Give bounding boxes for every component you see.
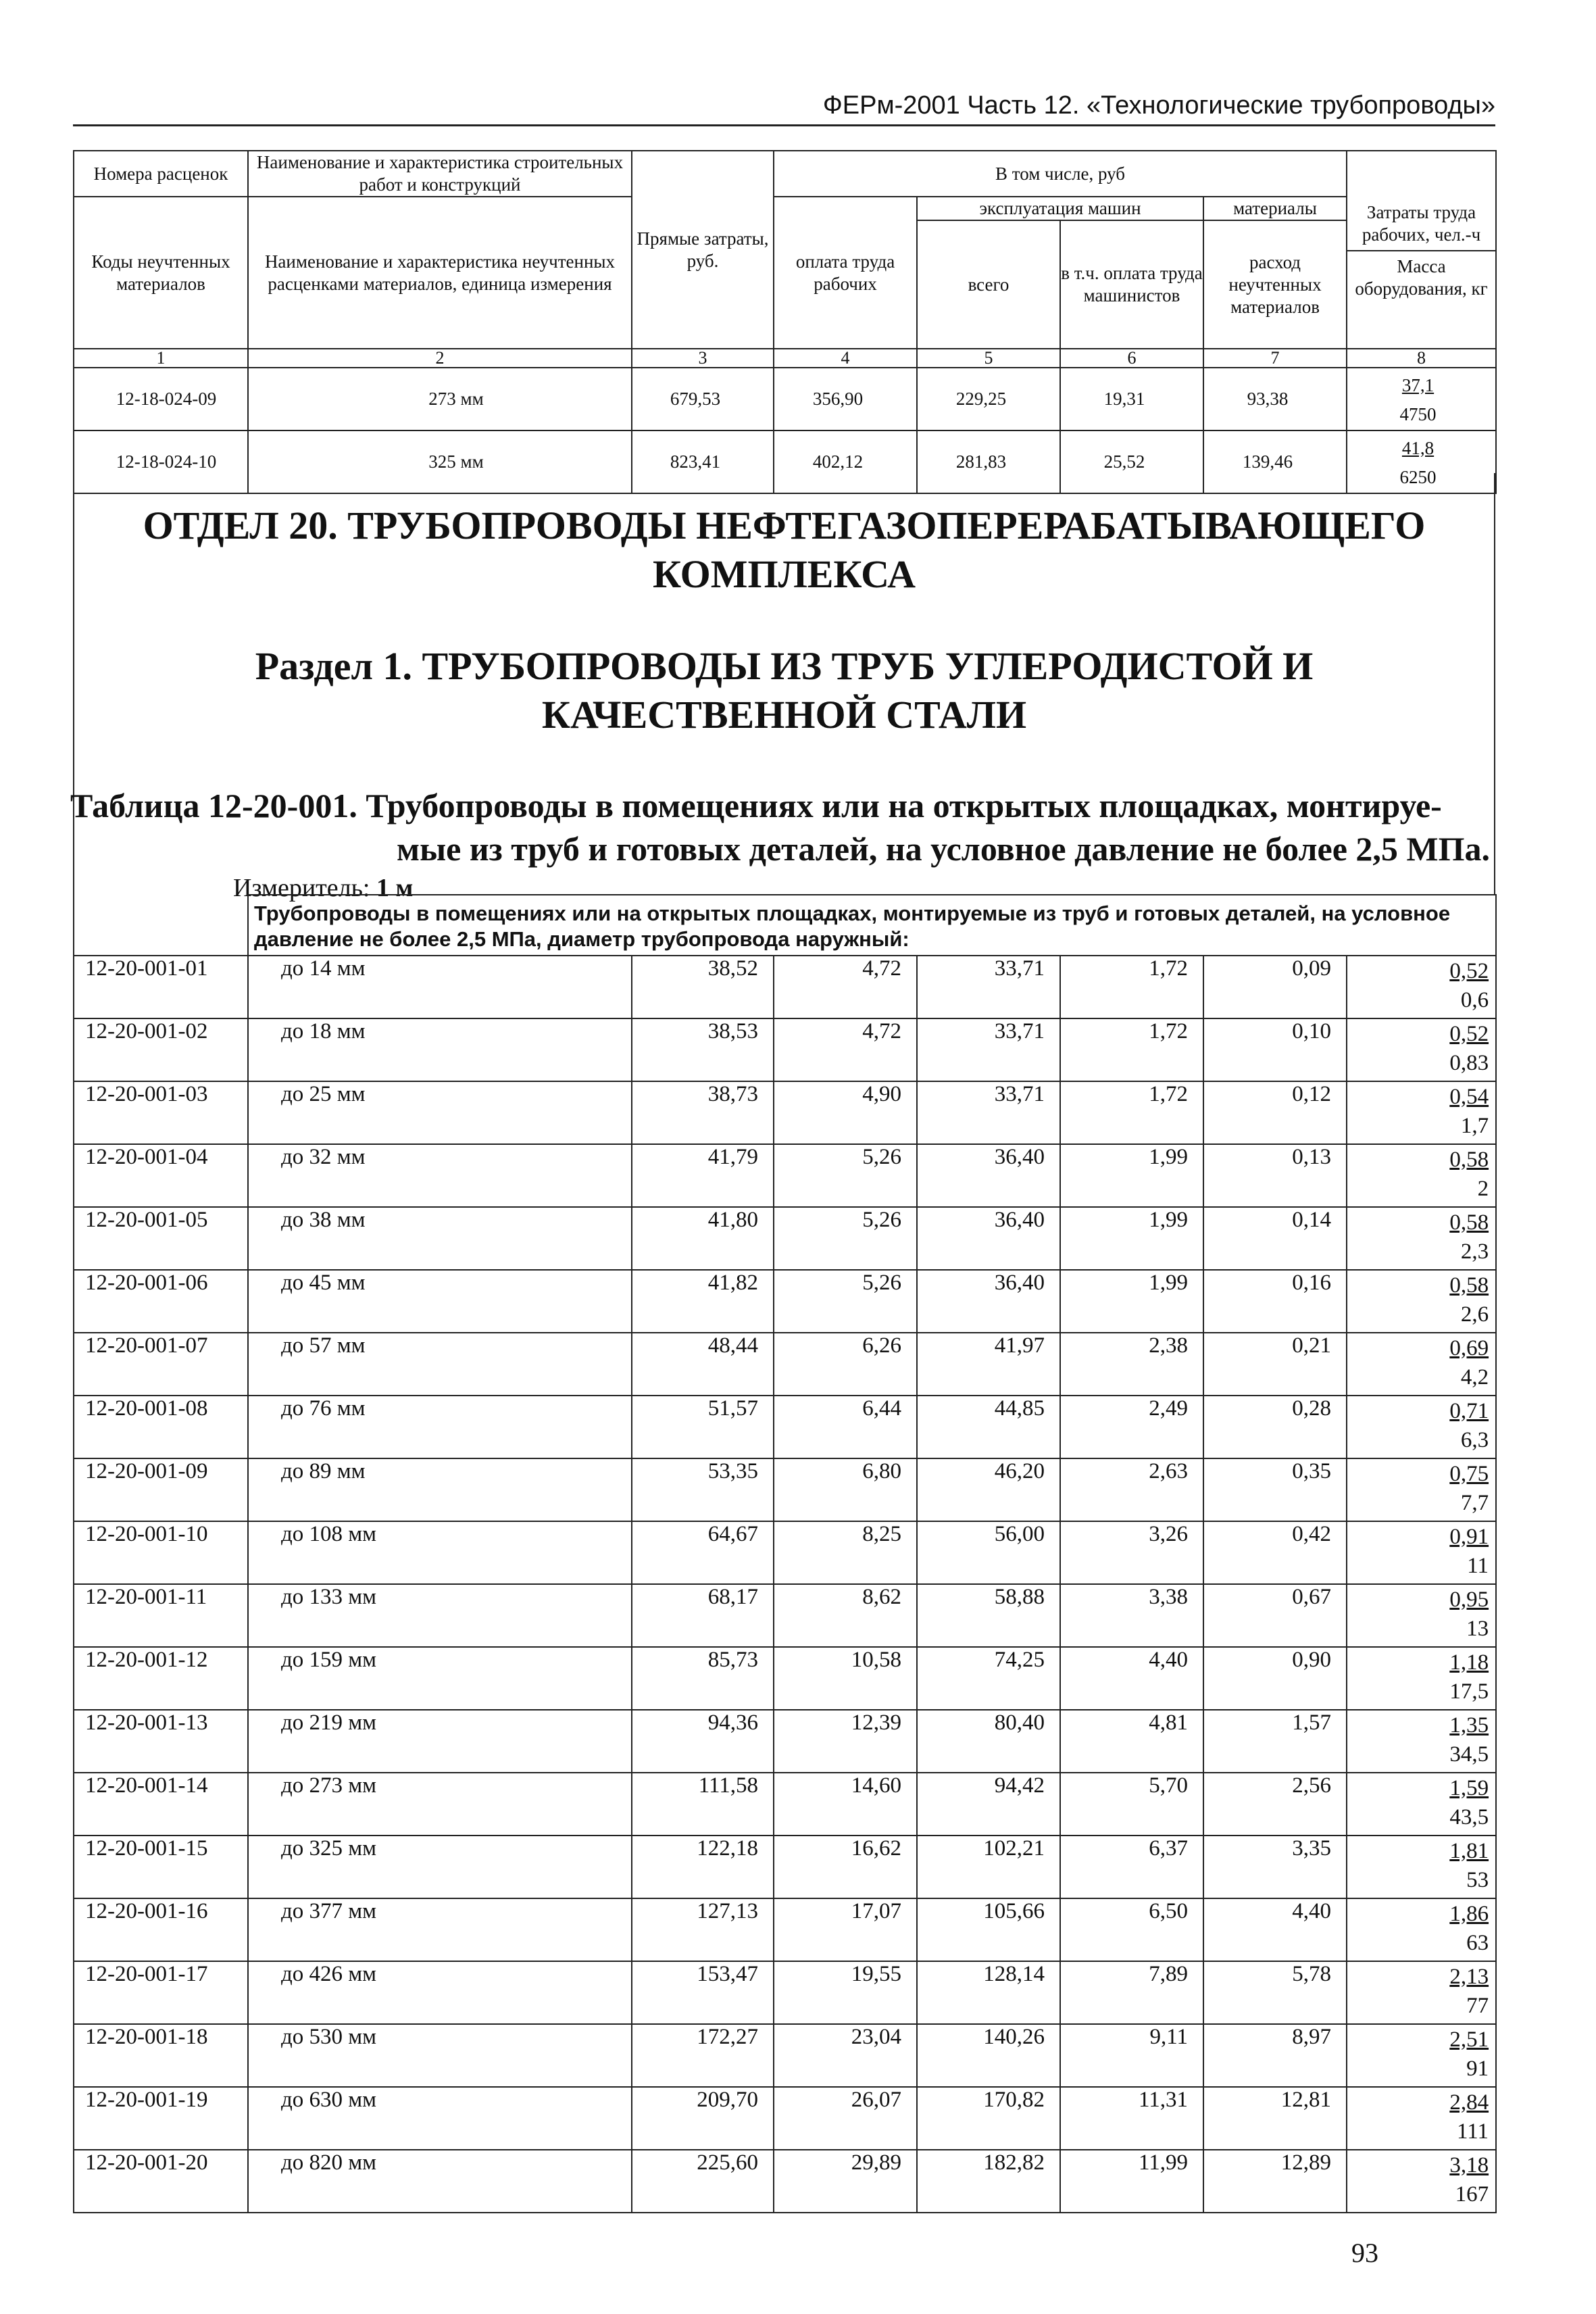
labor-cost: 0,58 — [1449, 1273, 1489, 1298]
col-num-4: 4 — [774, 349, 917, 368]
labor-cost: 1,59 — [1449, 1776, 1489, 1800]
labor-mass-cell — [1347, 1333, 1496, 1396]
table-row — [74, 1773, 1496, 1836]
machinist-wage: 4,81 — [1060, 1710, 1203, 1773]
equipment-mass: 1,7 — [1460, 1114, 1489, 1138]
rate-name: 273 мм — [248, 368, 632, 430]
direct-cost: 38,53 — [632, 1018, 774, 1081]
equipment-mass: 2 — [1477, 1177, 1489, 1201]
direct-cost: 679,53 — [632, 368, 774, 430]
equipment-mass: 2,3 — [1460, 1239, 1489, 1264]
labor-mass-cell — [1347, 1773, 1496, 1836]
section-title: ОТДЕЛ 20. ТРУБОПРОВОДЫ НЕФТЕГАЗОПЕРЕРАБАТЫВАЮЩЕГО КОМПЛЕКСА — [143, 503, 1426, 596]
machinist-wage: 19,31 — [1060, 368, 1203, 430]
machines-total: 94,42 — [917, 1773, 1060, 1836]
rate-code: 12-20-001-05 — [74, 1207, 248, 1270]
machinist-wage: 25,52 — [1060, 430, 1203, 493]
rate-code: 12-20-001-08 — [74, 1396, 248, 1458]
labor-cost: 0,71 — [1449, 1399, 1489, 1423]
labor-cost: 0,58 — [1449, 1148, 1489, 1172]
table-row — [74, 1396, 1496, 1458]
rate-code: 12-20-001-16 — [74, 1898, 248, 1961]
labor-mass-cell — [1347, 956, 1496, 1018]
machinist-wage: 3,26 — [1060, 1521, 1203, 1584]
labor-mass-cell — [1347, 1081, 1496, 1144]
equipment-mass: 63 — [1466, 1931, 1489, 1955]
table-header — [73, 150, 1497, 494]
machines-total: 36,40 — [917, 1270, 1060, 1333]
materials-cost: 139,46 — [1203, 430, 1347, 493]
col-materials-consumption-header: расход неучтенных материалов — [1203, 220, 1347, 349]
machines-total: 36,40 — [917, 1207, 1060, 1270]
worker-wage: 16,62 — [774, 1836, 917, 1898]
worker-wage: 356,90 — [774, 368, 917, 430]
rate-code: 12-20-001-07 — [74, 1333, 248, 1396]
rate-code: 12-20-001-20 — [74, 2150, 248, 2213]
rate-name: 325 мм — [248, 430, 632, 493]
worker-wage: 4,90 — [774, 1081, 917, 1144]
rate-code: 12-20-001-19 — [74, 2087, 248, 2150]
worker-wage: 5,26 — [774, 1207, 917, 1270]
labor-cost: 0,91 — [1449, 1525, 1489, 1549]
equipment-mass: 77 — [1466, 1994, 1489, 2018]
rate-name: до 108 мм — [248, 1521, 632, 1584]
col-num-5: 5 — [917, 349, 1060, 368]
col-wage-header: оплата труда рабочих — [774, 197, 917, 349]
labor-cost: 41,8 — [1401, 437, 1435, 458]
rate-code: 12-20-001-03 — [74, 1081, 248, 1144]
labor-cost: 0,75 — [1449, 1462, 1489, 1486]
machines-total: 41,97 — [917, 1333, 1060, 1396]
direct-cost: 53,35 — [632, 1458, 774, 1521]
equipment-mass: 6,3 — [1460, 1428, 1489, 1452]
rate-name: до 45 мм — [248, 1270, 632, 1333]
col-num-6: 6 — [1060, 349, 1203, 368]
rate-code: 12-20-001-14 — [74, 1773, 248, 1836]
materials-cost: 1,57 — [1203, 1710, 1347, 1773]
worker-wage: 4,72 — [774, 956, 917, 1018]
direct-cost: 127,13 — [632, 1898, 774, 1961]
rate-name: до 630 мм — [248, 2087, 632, 2150]
group-title: Трубопроводы в помещениях или на открытых площадках, монтируемые из труб и готовых деталей, на условное давление не более 2,5 МПа, диаметр трубопровода наружный: — [248, 895, 1496, 956]
rate-name: до 820 мм — [248, 2150, 632, 2213]
labor-cost: 1,86 — [1449, 1902, 1489, 1926]
worker-wage: 5,26 — [774, 1270, 917, 1333]
materials-cost: 0,13 — [1203, 1144, 1347, 1207]
materials-cost: 0,35 — [1203, 1458, 1347, 1521]
materials-cost: 5,78 — [1203, 1961, 1347, 2024]
direct-cost: 38,73 — [632, 1081, 774, 1144]
labor-mass-cell — [1347, 368, 1496, 430]
rate-code: 12-18-024-10 — [74, 430, 248, 493]
labor-mass-cell — [1347, 1396, 1496, 1458]
table-title-line-2: мые из труб и готовых деталей, на условное давление не более 2,5 МПа. — [397, 830, 1490, 868]
materials-cost: 0,67 — [1203, 1584, 1347, 1647]
group-spacer — [74, 895, 248, 956]
machinist-wage: 1,72 — [1060, 1081, 1203, 1144]
labor-cost: 2,84 — [1449, 2090, 1489, 2115]
materials-cost: 2,56 — [1203, 1773, 1347, 1836]
labor-cost: 1,35 — [1449, 1713, 1489, 1738]
worker-wage: 26,07 — [774, 2087, 917, 2150]
direct-cost: 64,67 — [632, 1521, 774, 1584]
materials-cost: 0,28 — [1203, 1396, 1347, 1458]
equipment-mass: 111 — [1457, 2119, 1489, 2144]
table-row — [74, 1898, 1496, 1961]
direct-cost: 48,44 — [632, 1333, 774, 1396]
rate-code: 12-20-001-13 — [74, 1710, 248, 1773]
direct-cost: 41,79 — [632, 1144, 774, 1207]
labor-mass-cell — [1347, 1144, 1496, 1207]
labor-cost: 1,18 — [1449, 1650, 1489, 1675]
rate-name: до 133 мм — [248, 1584, 632, 1647]
worker-wage: 12,39 — [774, 1710, 917, 1773]
rate-name: до 32 мм — [248, 1144, 632, 1207]
equipment-mass: 0,83 — [1449, 1051, 1489, 1075]
machines-total: 44,85 — [917, 1396, 1060, 1458]
direct-cost: 225,60 — [632, 2150, 774, 2213]
table-row — [74, 1270, 1496, 1333]
labor-mass-cell — [1347, 1584, 1496, 1647]
machines-total: 46,20 — [917, 1458, 1060, 1521]
table-row — [74, 2024, 1496, 2087]
labor-cost: 0,69 — [1449, 1336, 1489, 1360]
table-row — [74, 2150, 1496, 2213]
machines-total: 33,71 — [917, 956, 1060, 1018]
machinist-wage: 5,70 — [1060, 1773, 1203, 1836]
labor-mass-cell — [1347, 1207, 1496, 1270]
labor-mass-cell — [1347, 1647, 1496, 1710]
machinist-wage: 2,38 — [1060, 1333, 1203, 1396]
labor-mass-cell — [1347, 1458, 1496, 1521]
table-row — [74, 1521, 1496, 1584]
table-row — [74, 1584, 1496, 1647]
materials-cost: 12,81 — [1203, 2087, 1347, 2150]
labor-mass-cell — [1347, 2024, 1496, 2087]
rate-name: до 57 мм — [248, 1333, 632, 1396]
machinist-wage: 9,11 — [1060, 2024, 1203, 2087]
equipment-mass: 34,5 — [1449, 1742, 1489, 1767]
col-num-1: 1 — [74, 349, 248, 368]
worker-wage: 402,12 — [774, 430, 917, 493]
table-row — [74, 1836, 1496, 1898]
materials-cost: 0,90 — [1203, 1647, 1347, 1710]
table-row — [74, 368, 1496, 430]
machines-total: 58,88 — [917, 1584, 1060, 1647]
col-num-2: 2 — [248, 349, 632, 368]
col-num-7: 7 — [1203, 349, 1347, 368]
table-title — [70, 784, 1495, 870]
labor-mass-cell — [1347, 2087, 1496, 2150]
table-row — [74, 1647, 1496, 1710]
direct-cost: 41,80 — [632, 1207, 774, 1270]
rates-table — [73, 894, 1497, 2213]
rate-code: 12-20-001-09 — [74, 1458, 248, 1521]
machines-total: 140,26 — [917, 2024, 1060, 2087]
table-row — [74, 1961, 1496, 2024]
rate-name: до 38 мм — [248, 1207, 632, 1270]
labor-cost: 0,52 — [1449, 1022, 1489, 1046]
materials-cost: 4,40 — [1203, 1898, 1347, 1961]
machines-total: 56,00 — [917, 1521, 1060, 1584]
machines-total: 33,71 — [917, 1081, 1060, 1144]
equipment-mass: 4750 — [1399, 403, 1437, 424]
rate-code: 12-20-001-10 — [74, 1521, 248, 1584]
measure-value: 1 м — [376, 874, 414, 902]
rate-name: до 273 мм — [248, 1773, 632, 1836]
rate-code: 12-20-001-11 — [74, 1584, 248, 1647]
incl-header: В том числе, руб — [774, 151, 1347, 197]
machinist-wage: 1,99 — [1060, 1207, 1203, 1270]
worker-wage: 5,26 — [774, 1144, 917, 1207]
direct-cost: 41,82 — [632, 1270, 774, 1333]
direct-cost: 94,36 — [632, 1710, 774, 1773]
equipment-mass: 0,6 — [1460, 988, 1489, 1012]
machinist-wage: 2,49 — [1060, 1396, 1203, 1458]
col-material-name-header: Наименование и характеристика неучтенных расценками материалов, единица измерения — [248, 197, 632, 349]
table-row — [74, 1081, 1496, 1144]
labor-cost: 0,52 — [1449, 959, 1489, 983]
labor-mass-cell — [1347, 430, 1496, 493]
direct-cost: 111,58 — [632, 1773, 774, 1836]
equipment-mass: 7,7 — [1460, 1491, 1489, 1515]
machines-header: эксплуатация машин — [917, 197, 1203, 220]
col-machinist-wage-header: в т.ч. оплата труда машинистов — [1060, 220, 1203, 349]
rate-code: 12-20-001-18 — [74, 2024, 248, 2087]
machines-total: 36,40 — [917, 1144, 1060, 1207]
rate-code: 12-20-001-12 — [74, 1647, 248, 1710]
machinist-wage: 1,99 — [1060, 1144, 1203, 1207]
labor-mass-cell — [1347, 1898, 1496, 1961]
equipment-mass: 13 — [1466, 1617, 1489, 1641]
col-labor-header — [1347, 151, 1496, 349]
equipment-mass: 6250 — [1399, 466, 1437, 487]
materials-cost: 0,16 — [1203, 1270, 1347, 1333]
materials-cost: 93,38 — [1203, 368, 1347, 430]
worker-wage: 6,80 — [774, 1458, 917, 1521]
rate-code: 12-20-001-02 — [74, 1018, 248, 1081]
table-row — [74, 1333, 1496, 1396]
page-number: 93 — [1351, 2238, 1378, 2268]
labor-mass-cell — [1347, 1018, 1496, 1081]
machinist-wage: 6,50 — [1060, 1898, 1203, 1961]
worker-wage: 8,62 — [774, 1584, 917, 1647]
labor-cost: 3,18 — [1449, 2153, 1489, 2177]
worker-wage: 23,04 — [774, 2024, 917, 2087]
rate-name: до 89 мм — [248, 1458, 632, 1521]
machinist-wage: 1,72 — [1060, 956, 1203, 1018]
machinist-wage: 6,37 — [1060, 1836, 1203, 1898]
col-machines-total-header: всего — [917, 220, 1060, 349]
rate-code: 12-20-001-17 — [74, 1961, 248, 2024]
equipment-mass: 4,2 — [1460, 1365, 1489, 1389]
labor-mass-cell — [1347, 1836, 1496, 1898]
labor-cost: 2,51 — [1449, 2027, 1489, 2052]
labor-mass-cell — [1347, 1961, 1496, 2024]
machines-total: 281,83 — [917, 430, 1060, 493]
table-row — [74, 1710, 1496, 1773]
col-rate-number-header: Номера расценок — [74, 151, 248, 197]
table-row — [74, 1207, 1496, 1270]
rate-name: до 18 мм — [248, 1018, 632, 1081]
direct-cost: 51,57 — [632, 1396, 774, 1458]
equipment-mass: 91 — [1466, 2057, 1489, 2081]
machinist-wage: 7,89 — [1060, 1961, 1203, 2024]
materials-cost: 0,10 — [1203, 1018, 1347, 1081]
machinist-wage: 1,72 — [1060, 1018, 1203, 1081]
labor-cost: 0,95 — [1449, 1587, 1489, 1612]
table-row — [74, 956, 1496, 1018]
rate-code: 12-20-001-01 — [74, 956, 248, 1018]
machines-total: 128,14 — [917, 1961, 1060, 2024]
worker-wage: 6,44 — [774, 1396, 917, 1458]
machines-total: 170,82 — [917, 2087, 1060, 2150]
mass-header-bottom: Масса оборудования, кг — [1355, 255, 1488, 299]
measure-label: Измеритель: — [233, 874, 370, 902]
direct-cost: 209,70 — [632, 2087, 774, 2150]
table-row — [74, 2087, 1496, 2150]
worker-wage: 14,60 — [774, 1773, 917, 1836]
table-row — [74, 430, 1496, 493]
materials-cost: 0,12 — [1203, 1081, 1347, 1144]
col-material-code-header: Коды неучтенных материалов — [74, 197, 248, 349]
materials-cost: 8,97 — [1203, 2024, 1347, 2087]
machines-total: 229,25 — [917, 368, 1060, 430]
materials-header: материалы — [1203, 197, 1347, 220]
labor-header-top: Затраты труда рабочих, чел.-ч — [1347, 199, 1495, 251]
labor-mass-cell — [1347, 1710, 1496, 1773]
machines-total: 80,40 — [917, 1710, 1060, 1773]
running-header: ФЕРм-2001 Часть 12. «Технологические трубопроводы» — [73, 87, 1495, 126]
direct-cost: 68,17 — [632, 1584, 774, 1647]
worker-wage: 8,25 — [774, 1521, 917, 1584]
table-row — [74, 1458, 1496, 1521]
materials-cost: 3,35 — [1203, 1836, 1347, 1898]
rate-name: до 14 мм — [248, 956, 632, 1018]
machines-total: 33,71 — [917, 1018, 1060, 1081]
direct-cost: 122,18 — [632, 1836, 774, 1898]
machines-total: 102,21 — [917, 1836, 1060, 1898]
rate-name: до 25 мм — [248, 1081, 632, 1144]
direct-cost: 85,73 — [632, 1647, 774, 1710]
machines-total: 74,25 — [917, 1647, 1060, 1710]
labor-mass-cell — [1347, 1521, 1496, 1584]
labor-cost: 1,81 — [1449, 1839, 1489, 1863]
machinist-wage: 1,99 — [1060, 1270, 1203, 1333]
materials-cost: 0,09 — [1203, 956, 1347, 1018]
worker-wage: 6,26 — [774, 1333, 917, 1396]
equipment-mass: 17,5 — [1449, 1679, 1489, 1704]
rate-name: до 426 мм — [248, 1961, 632, 2024]
materials-cost: 0,21 — [1203, 1333, 1347, 1396]
table-title-line-1: Таблица 12-20-001. Трубопроводы в помещениях или на открытых площадках, монтируе- — [70, 787, 1442, 824]
worker-wage: 29,89 — [774, 2150, 917, 2213]
equipment-mass: 53 — [1466, 1868, 1489, 1892]
col-direct-costs-header: Прямые затраты, руб. — [632, 151, 774, 349]
rate-code: 12-18-024-09 — [74, 368, 248, 430]
rate-code: 12-20-001-04 — [74, 1144, 248, 1207]
rate-name: до 159 мм — [248, 1647, 632, 1710]
table-row — [74, 1018, 1496, 1081]
machinist-wage: 11,31 — [1060, 2087, 1203, 2150]
rate-code: 12-20-001-15 — [74, 1836, 248, 1898]
equipment-mass: 43,5 — [1449, 1805, 1489, 1829]
worker-wage: 17,07 — [774, 1898, 917, 1961]
direct-cost: 823,41 — [632, 430, 774, 493]
materials-cost: 0,14 — [1203, 1207, 1347, 1270]
labor-cost: 37,1 — [1401, 374, 1435, 395]
subsection-title: Раздел 1. ТРУБОПРОВОДЫ ИЗ ТРУБ УГЛЕРОДИСТОЙ И КАЧЕСТВЕННОЙ СТАЛИ — [255, 644, 1314, 737]
equipment-mass: 167 — [1455, 2182, 1489, 2207]
machinist-wage: 3,38 — [1060, 1584, 1203, 1647]
labor-cost: 2,13 — [1449, 1965, 1489, 1989]
col-num-8: 8 — [1347, 349, 1496, 368]
labor-cost: 0,58 — [1449, 1210, 1489, 1235]
labor-mass-cell — [1347, 2150, 1496, 2213]
worker-wage: 19,55 — [774, 1961, 917, 2024]
machines-total: 105,66 — [917, 1898, 1060, 1961]
machines-total: 182,82 — [917, 2150, 1060, 2213]
direct-cost: 172,27 — [632, 2024, 774, 2087]
labor-mass-cell — [1347, 1270, 1496, 1333]
direct-cost: 38,52 — [632, 956, 774, 1018]
materials-cost: 0,42 — [1203, 1521, 1347, 1584]
col-work-name-header: Наименование и характеристика строительных работ и конструкций — [248, 151, 632, 197]
col-num-3: 3 — [632, 349, 774, 368]
rate-name: до 219 мм — [248, 1710, 632, 1773]
equipment-mass: 11 — [1467, 1554, 1489, 1578]
rate-code: 12-20-001-06 — [74, 1270, 248, 1333]
machinist-wage: 2,63 — [1060, 1458, 1203, 1521]
equipment-mass: 2,6 — [1460, 1302, 1489, 1327]
materials-cost: 12,89 — [1203, 2150, 1347, 2213]
rate-name: до 530 мм — [248, 2024, 632, 2087]
worker-wage: 10,58 — [774, 1647, 917, 1710]
table-row — [74, 1144, 1496, 1207]
worker-wage: 4,72 — [774, 1018, 917, 1081]
labor-cost: 0,54 — [1449, 1085, 1489, 1109]
direct-cost: 153,47 — [632, 1961, 774, 2024]
rate-name: до 76 мм — [248, 1396, 632, 1458]
machinist-wage: 4,40 — [1060, 1647, 1203, 1710]
rate-name: до 325 мм — [248, 1836, 632, 1898]
machinist-wage: 11,99 — [1060, 2150, 1203, 2213]
rate-name: до 377 мм — [248, 1898, 632, 1961]
